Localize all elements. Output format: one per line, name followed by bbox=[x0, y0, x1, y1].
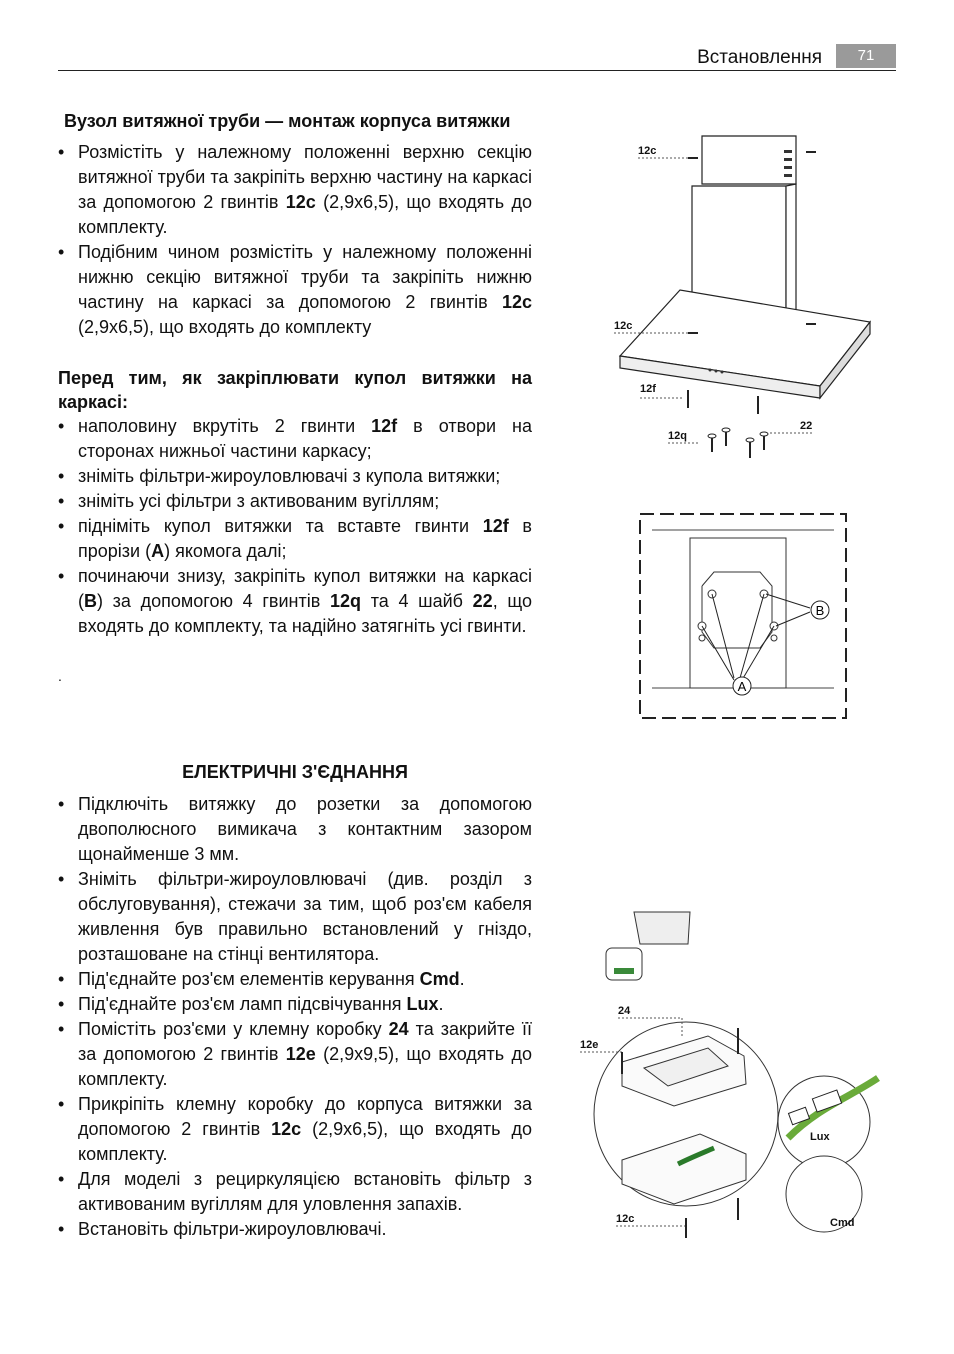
terminal-box-figure bbox=[578, 908, 888, 1254]
label-24: 24 bbox=[618, 1005, 631, 1017]
section-heading: Перед тим, як закріплювати купол витяжки на каркасі: bbox=[58, 368, 532, 412]
list-item: • Підключіть витяжку до розетки за допомогою двополюсного вимикача з контактним зазором щонайменше 3 мм. bbox=[58, 792, 532, 867]
instruction-list bbox=[58, 140, 532, 340]
label-b: B bbox=[815, 603, 825, 618]
list-item: • Для моделі з рециркуляцією встановіть фільтр з активованим вугіллям для уловлення запахів. bbox=[58, 1167, 532, 1217]
section-chimney-assembly bbox=[58, 109, 532, 340]
header-rule bbox=[58, 70, 896, 71]
section-hood-mounting bbox=[58, 366, 532, 639]
trailing-dot: . bbox=[58, 668, 62, 684]
instruction-list bbox=[58, 414, 532, 639]
section-title: Встановлення bbox=[697, 47, 822, 68]
list-item: • Подібним чином розмістіть у належному положенні нижню секцію витяжної труби та закріпіть нижню частину на каркасі за допомогою 2 гвинтів 12c (2,9x6,5), що входять до комплекту bbox=[58, 240, 532, 340]
list-item: • Помістіть роз'єми у клемну коробку 24 та закрийте її за допомогою 2 гвинтів 12e (2,9x9,5), що входять до комплекту. bbox=[58, 1017, 532, 1092]
upper-chimney bbox=[702, 136, 796, 184]
mounting-slots-figure bbox=[638, 512, 850, 722]
list-item: • Під'єднайте роз'єм ламп підсвічування Lux. bbox=[58, 992, 532, 1017]
label-a: A bbox=[737, 679, 747, 694]
label-lux: Lux bbox=[810, 1131, 830, 1143]
list-item: • наполовину вкрутіть 2 гвинти 12f в отвори на сторонах нижньої частини каркасу; bbox=[58, 414, 532, 464]
instruction-list bbox=[58, 792, 532, 1242]
label-12q: 12q bbox=[668, 430, 687, 442]
label-12e: 12e bbox=[580, 1039, 599, 1051]
list-item: • підніміть купол витяжки та вставте гвинти 12f в прорізи (A) якомога далі; bbox=[58, 514, 532, 564]
list-item: • зніміть фільтри-жироуловлювачі з купола витяжки; bbox=[58, 464, 532, 489]
hood-assembly-figure bbox=[600, 128, 900, 468]
label-12f: 12f bbox=[640, 383, 656, 395]
list-item: • Розмістіть у належному положенні верхню секцію витяжної труби та закріпіть верхню частину на каркасі за допомогою 2 гвинтів 12c (2,9x6,5), що входять до комплекту. bbox=[58, 140, 532, 240]
list-item: • зніміть усі фільтри з активованим вугіллям; bbox=[58, 489, 532, 514]
label-22: 22 bbox=[800, 420, 813, 432]
list-item: • Під'єднайте роз'єм елементів керування Cmd. bbox=[58, 967, 532, 992]
section-heading: Вузол витяжної труби — монтаж корпуса витяжки bbox=[64, 111, 511, 131]
list-item: • Прикріпіть клемну коробку до корпуса витяжки за допомогою 2 гвинтів 12c (2,9x6,5), що входять до комплекту. bbox=[58, 1092, 532, 1167]
section-heading-electrical: ЕЛЕКТРИЧНІ З'ЄДНАННЯ bbox=[182, 762, 408, 782]
page-header bbox=[58, 44, 896, 72]
list-item: • Встановіть фільтри-жироуловлювачі. bbox=[58, 1217, 532, 1242]
list-item: • починаючи знизу, закріпіть купол витяжки на каркасі (B) за допомогою 4 гвинтів 12q та 4 шайб 22, що входять до комплекту, та надійно затягніть усі гвинти. bbox=[58, 564, 532, 639]
label-12c-top: 12c bbox=[638, 145, 657, 157]
section-electrical bbox=[58, 792, 532, 1242]
label-12c-box: 12c bbox=[616, 1213, 635, 1225]
label-12c-mid: 12c bbox=[614, 320, 633, 332]
page-number: 71 bbox=[836, 44, 896, 68]
list-item: • Зніміть фільтри-жироуловлювачі (див. розділ з обслуговування), стежачи за тим, щоб роз'єм кабеля живлення був правильно встановлений у гніздо, розташоване на стінці вентилятора. bbox=[58, 867, 532, 967]
label-cmd: Cmd bbox=[830, 1217, 855, 1229]
